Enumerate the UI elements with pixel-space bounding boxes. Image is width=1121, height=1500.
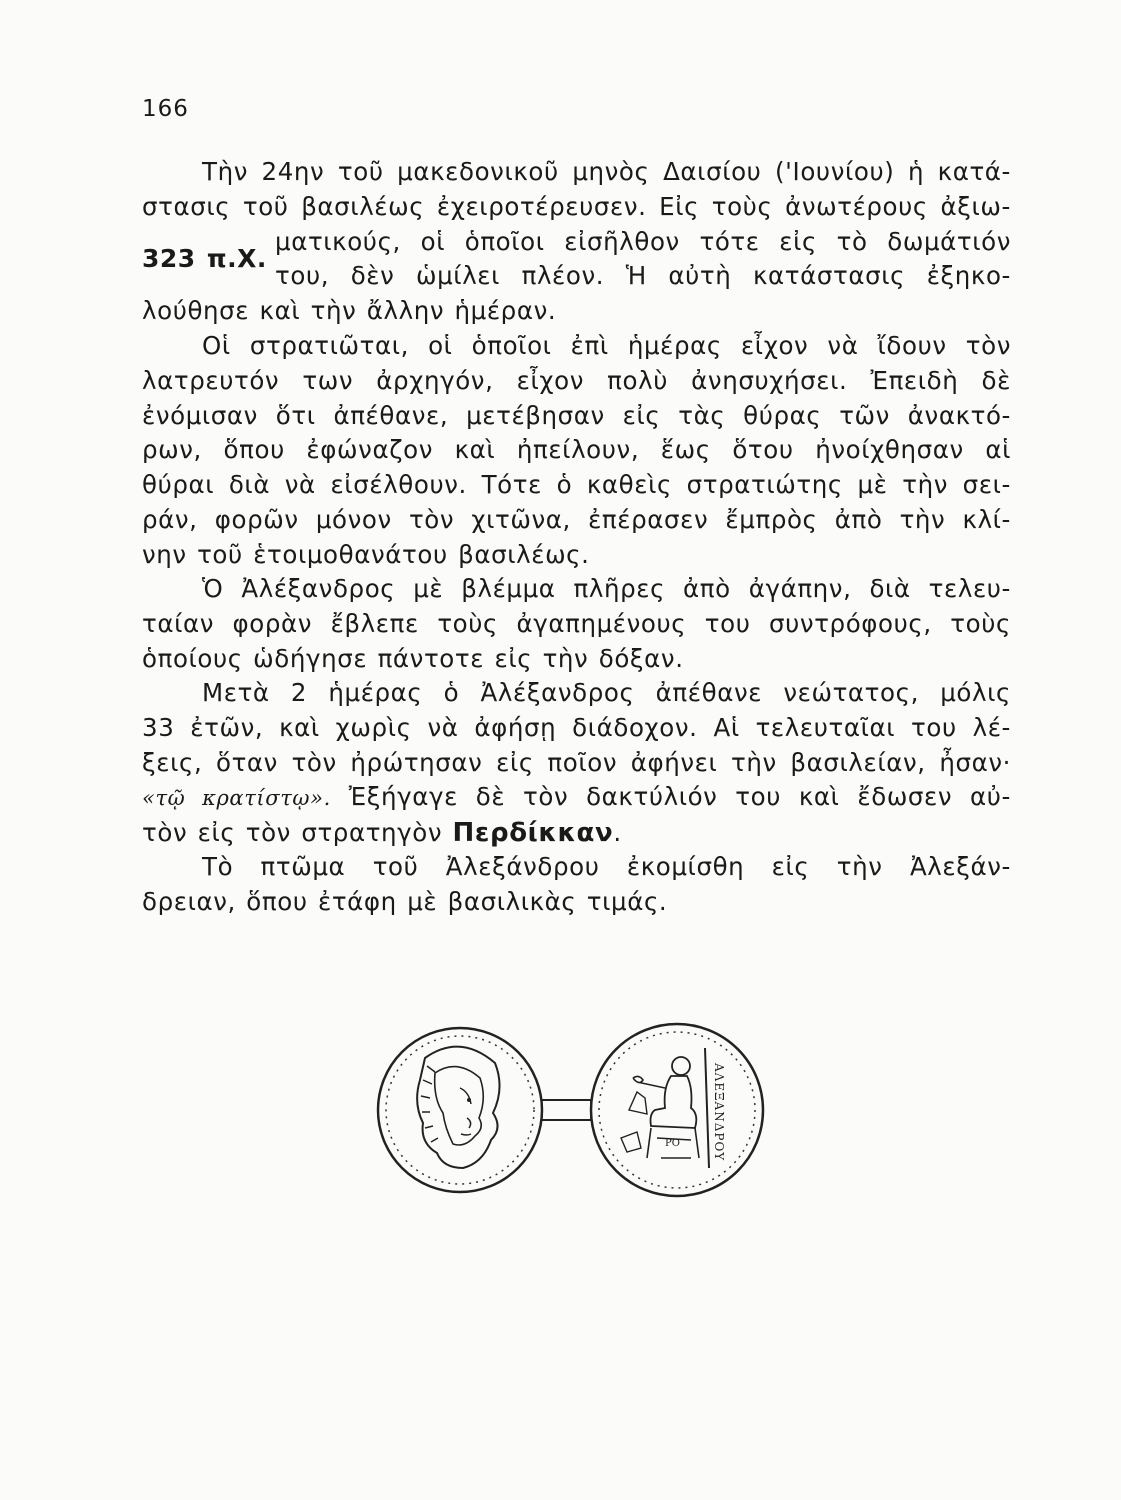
text-line: στασις τοῦ βασιλέως ἐχειροτέρευσεν. Εἰς τοὺς ἀνωτέρους ἀξιω- bbox=[142, 191, 1011, 221]
text-span: . bbox=[613, 818, 622, 848]
text-line: λατρευτόν των ἀρχηγόν, εἶχον πολὺ ἀνησυχήσει. Ἐπειδὴ δὲ bbox=[142, 365, 1011, 395]
text-line bbox=[142, 780, 1011, 816]
paragraph-5 bbox=[142, 850, 1011, 920]
text-line: Τὴν 24ην τοῦ μακεδονικοῦ μηνὸς Δαισίου ('Ιουνίου) ἡ κατά- bbox=[202, 157, 1011, 186]
text-line: θύραι διὰ νὰ εἰσέλθουν. Τότε ὁ καθεὶς στρατιώτης μὲ τὴν σει- bbox=[142, 470, 1011, 500]
coin-connector bbox=[541, 1100, 591, 1120]
coin-mint-mark: ΡΟ bbox=[665, 1138, 680, 1149]
page-number: 166 bbox=[142, 96, 189, 122]
text-line: ξεις, ὅταν τὸν ἠρώτησαν εἰς ποῖον ἀφήνει τὴν βασιλείαν, ἦσαν· bbox=[142, 747, 1011, 777]
text-line: ματικούς, οἱ ὁποῖοι εἰσῆλθον τότε εἰς τὸ δωμάτιόν bbox=[275, 226, 1011, 256]
paragraph-3 bbox=[142, 572, 1011, 676]
coin-legend: ΑΛΕΞΑΝΔΡΟΥ bbox=[712, 1063, 726, 1162]
text-span: Ἐξήγαγε δὲ τὸν δακτύλιόν του καὶ ἔδωσεν αὐ- bbox=[330, 782, 1011, 812]
text-line: Ὁ Ἀλέξανδρος μὲ βλέμμα πλῆρες ἀπὸ ἀγάπην, διὰ τελευ- bbox=[202, 574, 1011, 603]
text-line: ρων, ὅπου ἐφώναζον καὶ ἠπείλουν, ἕως ὅτου ἠνοίχθησαν αἱ bbox=[142, 435, 1011, 465]
quote-italic: «τῷ κρατίστῳ». bbox=[142, 786, 331, 811]
text-line: ράν, φορῶν μόνον τὸν χιτῶνα, ἐπέρασεν ἔμπρὸς ἀπὸ τὴν κλί- bbox=[142, 504, 1011, 534]
text-line: ταίαν φορὰν ἔβλεπε τοὺς ἀγαπημένους του συντρόφους, τοὺς bbox=[142, 608, 1011, 638]
text-line: ἐνόμισαν ὅτι ἀπέθανε, μετέβησαν εἰς τὰς θύρας τῶν ἀνακτό- bbox=[142, 400, 1011, 430]
bold-name: Περδίκκαν bbox=[452, 818, 614, 849]
text-line: νην τοῦ ἑτοιμοθανάτου βασιλέως. bbox=[142, 539, 590, 569]
coin-obverse bbox=[378, 1028, 542, 1192]
text-line: Οἱ στρατιῶται, οἱ ὁποῖοι ἐπὶ ἡμέρας εἶχον νὰ ἴδουν τὸν bbox=[202, 331, 1011, 360]
text-line bbox=[142, 816, 1011, 851]
text-line: Τὸ πτῶμα τοῦ Ἀλεξάνδρου ἐκομίσθη εἰς τὴν Ἀλεξάν- bbox=[202, 852, 1011, 881]
margin-note-date: 323 π.Χ. bbox=[142, 243, 267, 273]
text-line: 33 ἐτῶν, καὶ χωρὶς νὰ ἀφήσῃ διάδοχον. Αἱ τελευταῖαι του λέ- bbox=[142, 712, 1011, 742]
coin-illustration bbox=[365, 1018, 785, 1198]
text-span: τὸν εἰς τὸν στρατηγὸν bbox=[142, 818, 453, 848]
paragraph-4 bbox=[142, 676, 1011, 851]
text-line: δρειαν, ὅπου ἐτάφη μὲ βασιλικὰς τιμάς. bbox=[142, 886, 668, 916]
text-line: του, δὲν ὡμίλει πλέον. Ἡ αὐτὴ κατάστασις ἐξηκο- bbox=[275, 261, 1011, 291]
text-line: λούθησε καὶ τὴν ἄλλην ἡμέραν. bbox=[142, 296, 557, 326]
coin-reverse bbox=[591, 1024, 763, 1196]
text-line: ὁποίους ὡδήγησε πάντοτε εἰς τὴν δόξαν. bbox=[142, 643, 684, 673]
paragraph-2 bbox=[142, 329, 1011, 573]
margin-note-block bbox=[142, 225, 1011, 295]
paragraph-1 bbox=[142, 155, 1011, 329]
text-line: Μετὰ 2 ἡμέρας ὁ Ἀλέξανδρος ἀπέθανε νεώτατος, μόλις bbox=[202, 678, 1011, 707]
